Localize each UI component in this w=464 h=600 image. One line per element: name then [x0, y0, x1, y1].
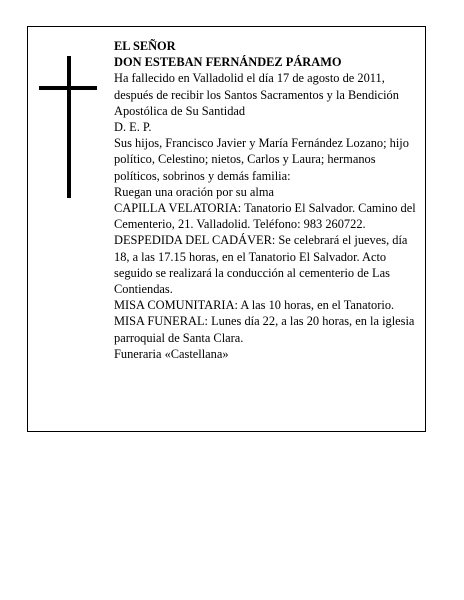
farewell-info: DESPEDIDA DEL CADÁVER: Se celebrará el jueves, día 18, a las 17.15 horas, en el Tanatorio El Salvador. Acto seguido se realizará la conducción al cementerio de Las Contiendas. — [114, 233, 408, 297]
cross-icon — [39, 56, 97, 198]
heading: EL SEÑOR — [114, 39, 176, 53]
prayer-request: Ruegan una oración por su alma — [114, 184, 274, 199]
community-mass-info: MISA COMUNITARIA: A las 10 horas, en el Tanatorio. — [114, 298, 395, 313]
deceased-name: DON ESTEBAN FERNÁNDEZ PÁRAMO — [114, 55, 342, 70]
rest-in-peace: D. E. P. — [114, 120, 152, 135]
funeral-home: Funeraria «Castellana» — [114, 346, 229, 361]
obituary-text — [114, 38, 424, 362]
death-announcement: Ha fallecido en Valladolid el día 17 de agosto de 2011, después de recibir los Santos Sacramentos y la Bendición Apostólica de Su Santidad — [114, 71, 399, 118]
funeral-mass-info: MISA FUNERAL: Lunes día 22, a las 20 horas, en la iglesia parroquial de Santa Clara. — [114, 314, 415, 345]
chapel-info: CAPILLA VELATORIA: Tanatorio El Salvador. Camino del Cementerio, 21. Valladolid. Teléfono: 983 260722. — [114, 201, 416, 232]
obituary-notice — [27, 26, 426, 432]
family-list: Sus hijos, Francisco Javier y María Fernández Lozano; hijo político, Celestino; nietos, Carlos y Laura; hermanos políticos, sobrinos y demás familia: — [114, 136, 409, 183]
